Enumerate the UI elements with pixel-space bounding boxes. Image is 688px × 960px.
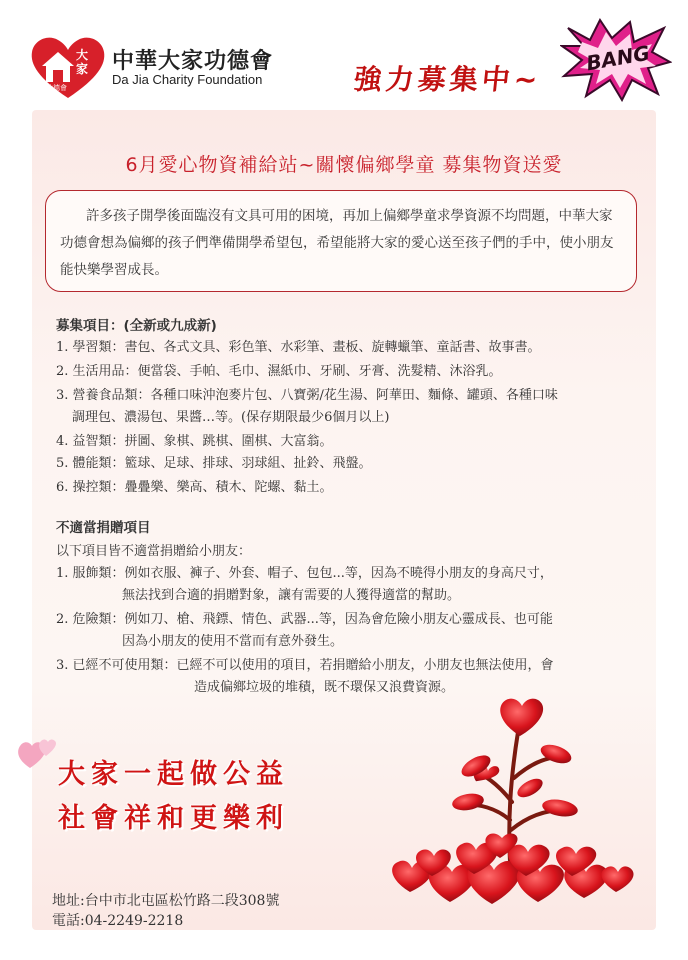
unsuitable-item-continued: 無法找到合適的捐贈對象，讓有需要的人獲得適當的幫助。 — [122, 588, 461, 603]
unsuitable-intro: 以下項目皆不適當捐贈給小朋友： — [56, 544, 252, 559]
unsuitable-item: 2. 危險類：例如刀、槍、飛鏢、情色、武器...等，因為會危險小朋友心靈成長、也可能 — [56, 612, 553, 627]
address: 地址:台中市北屯區松竹路二段308號 — [52, 893, 280, 909]
collect-item: 2. 生活用品：便當袋、手帕、毛巾、濕紙巾、牙刷、牙膏、洗髮精、沐浴乳。 — [56, 364, 502, 379]
collect-item: 5. 體能類：籃球、足球、排球、羽球組、扯鈴、飛盤。 — [56, 456, 372, 471]
collect-item: 4. 益智類：拼圖、象棋、跳棋、圍棋、大富翁。 — [56, 434, 333, 449]
pink-hearts-icon — [14, 734, 60, 780]
logo-text: 大家 — [76, 48, 89, 76]
collect-item: 3. 營養食品類：各種口味沖泡麥片包、八寶粥/花生湯、阿華田、麵條、罐頭、各種口味 — [56, 388, 558, 403]
logo-small-text: 功德會 — [46, 84, 67, 92]
unsuitable-item: 1. 服飾類：例如衣服、褲子、外套、帽子、包包...等，因為不曉得小朋友的身高尺寸， — [56, 566, 553, 581]
org-name-en: Da Jia Charity Foundation — [112, 72, 263, 87]
org-logo — [28, 34, 108, 100]
heart-tree — [380, 692, 640, 912]
slogan-line-1: 大家一起做公益 — [58, 759, 289, 790]
org-name-cn: 中華大家功德會 — [112, 49, 274, 74]
bang-text: BANG — [584, 40, 652, 76]
pink-hearts — [14, 734, 60, 780]
unsuitable-item-continued: 造成偏鄉垃圾的堆積，既不環保又浪費資源。 — [194, 680, 455, 695]
panel-title: 6月愛心物資補給站~關懷偏鄉學童 募集物資送愛 — [125, 154, 563, 176]
intro-box — [45, 190, 637, 292]
collect-item-continued: 調理包、濃湯包、果醬…等。(保存期限最少6個月以上) — [72, 410, 390, 425]
phone: 電話:04-2249-2218 — [52, 913, 184, 929]
slogan-line-2: 社會祥和更樂利 — [58, 803, 289, 834]
unsuitable-item-continued: 因為小朋友的使用不當而有意外發生。 — [122, 634, 344, 649]
collect-item: 6. 操控類：疊疊樂、樂高、積木、陀螺、黏土。 — [56, 480, 333, 495]
bang-burst — [560, 18, 672, 102]
heart-tree-icon — [380, 692, 640, 912]
unsuitable-title: 不適當捐贈項目 — [56, 520, 151, 536]
collect-title: 募集項目：(全新或九成新) — [56, 318, 217, 334]
collect-item: 1. 學習類：書包、各式文具、彩色筆、水彩筆、畫板、旋轉蠟筆、童話書、故事書。 — [56, 340, 541, 355]
intro-text: 許多孩子開學後面臨沒有文具可用的困境，再加上偏鄉學童求學資源不均問題，中華大家功德會想為偏鄉的孩子們準備開學希望包，希望能將大家的愛心送至孩子們的手中，使小朋友能快樂學習成長。 — [60, 208, 614, 278]
unsuitable-item: 3. 已經不可使用類：已經不可以使用的項目，若捐贈給小朋友，小朋友也無法使用，會 — [56, 658, 554, 673]
slogan: 強力募集中~ — [352, 63, 544, 96]
heart-house-logo-icon — [28, 34, 108, 100]
